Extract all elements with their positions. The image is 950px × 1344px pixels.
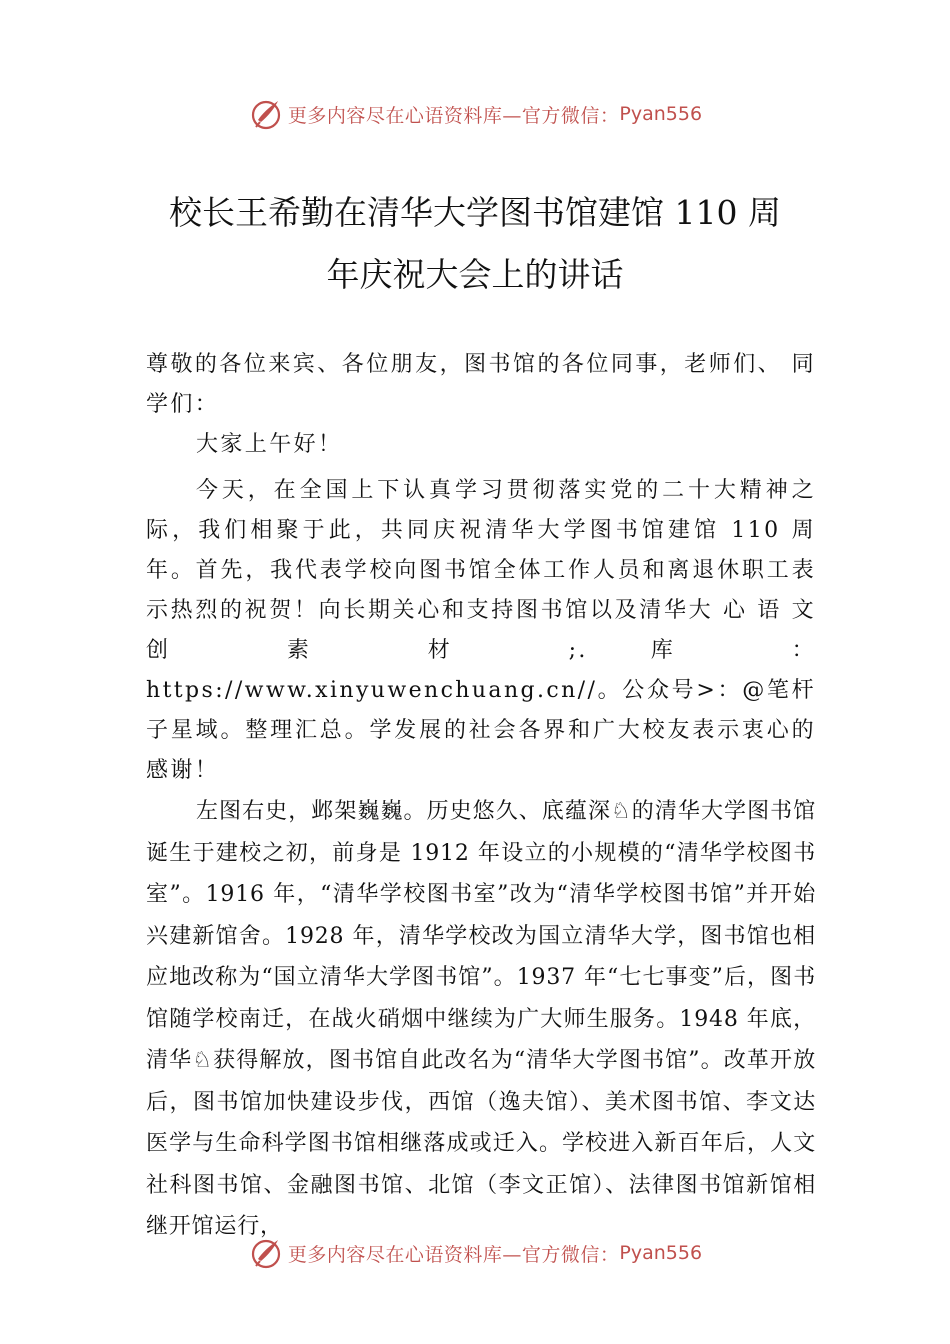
paragraph-2: 左图右史，邺架巍巍。历史悠久、底蕴深♘的清华大学图书馆诞生于建校之初，前身是 1912 年设立的小规模的“清华学校图书室”。1916 年，“清华学校图书室”改为“清华学校图书馆”并开始兴建新馆舍。1928 年，清华学校改为国立清华大学，图书馆也相应地改称为“国立清华大学图书馆”。1937 年“七七事变”后，图书馆随学校南迁，在战火硝烟中继续为广大师生服务。1948 年底，清华♘获得解放，图书馆自此改名为“清华大学图书馆”。改革开放后，图书馆加快建设步伐，西馆（逸夫馆）、美术图书馆、李文达医学与生命科学图书馆相继落成或迁入。学校进入新百年后，人文社科图书馆、金融图书馆、北馆（李文正馆）、法律图书馆新馆相继开馆运行， <box>146 799 816 1239</box>
paragraph-1: 今天，在全国上下认真学习贯彻落实党的二十大精神之际，我们相聚于此，共同庆祝清华大学图书馆建馆 110 周年。首先，我代表学校向图书馆全体工作人员和离退休职工表示热烈的祝贺！向长期关心和支持图书馆以及清华大 心 语 文 创 素 材 ;. 库 ： https://www.xinyuwenchuang.cn//。公众号>：@笔杆子星域。整理汇总。学发展的社会各界和广大校友表示衷心的感谢！ <box>146 478 816 783</box>
footer-banner <box>0 1233 950 1273</box>
salutation: 尊敬的各位来宾、各位朋友，图书馆的各位同事，老师们、 同学们： <box>146 352 816 417</box>
document-body <box>146 345 816 1248</box>
document-title <box>140 182 810 306</box>
banner-wechat-id: Pyan556 <box>619 1242 703 1264</box>
title-line-2: 年庆祝大会上的讲话 <box>326 255 624 294</box>
quill-seal-icon <box>248 1235 284 1271</box>
quill-seal-icon <box>248 96 284 132</box>
banner-wechat-id: Pyan556 <box>619 103 703 125</box>
title-line-1: 校长王希勤在清华大学图书馆建馆 110 周 <box>169 193 781 232</box>
banner-text: 更多内容尽在心语资料库—官方微信： <box>287 104 620 127</box>
banner-text: 更多内容尽在心语资料库—官方微信： <box>287 1243 620 1266</box>
header-banner <box>0 94 950 134</box>
greeting: 大家上午好！ <box>196 432 343 457</box>
